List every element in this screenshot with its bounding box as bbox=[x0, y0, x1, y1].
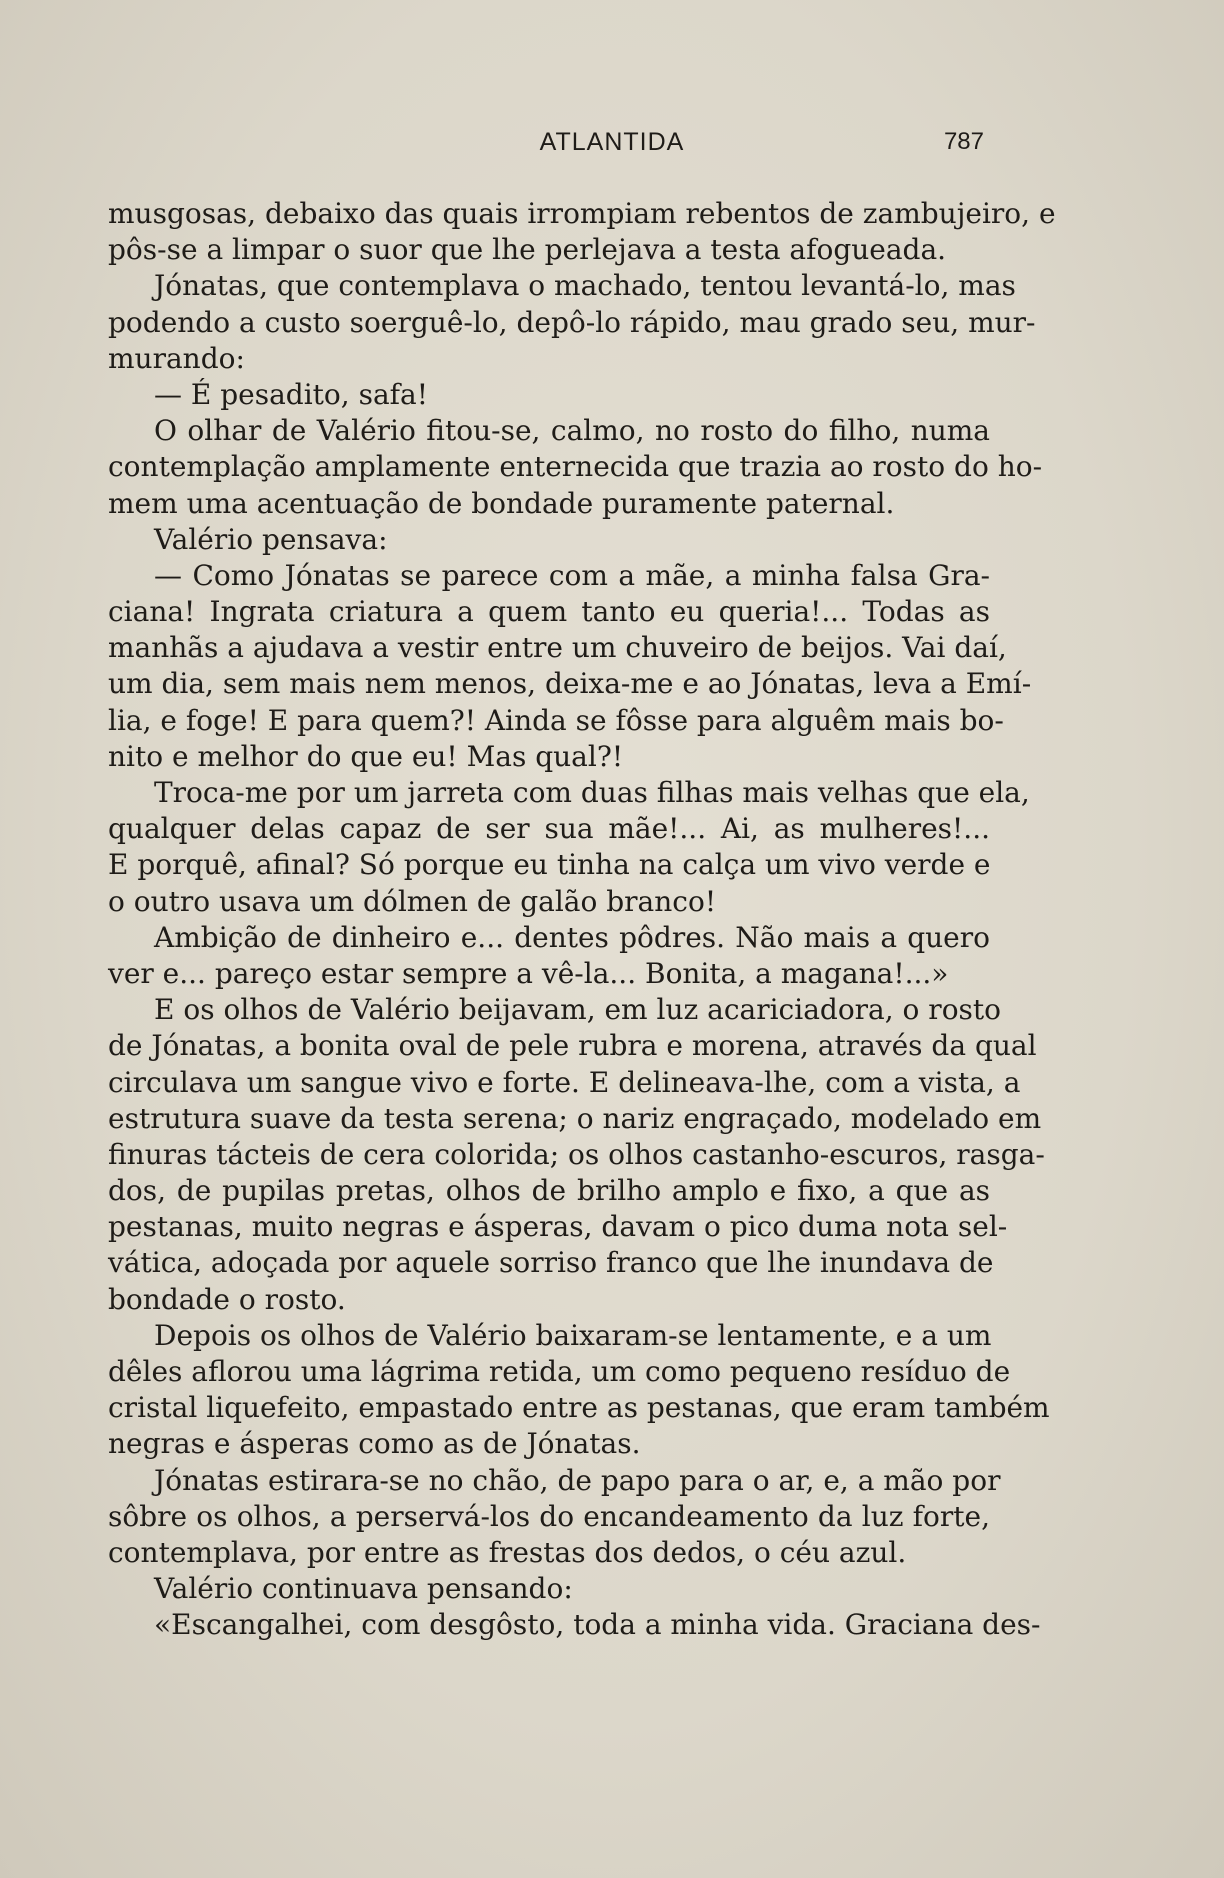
text-line: Jónatas estirara-se no chão, de papo para o ar, e, a mão por bbox=[154, 1463, 1001, 1497]
text-line: um dia, sem mais nem menos, deixa-me e ao Jónatas, leva a Emí- bbox=[108, 667, 1032, 701]
running-title: ATLANTIDA bbox=[539, 128, 685, 156]
text-line: qualquer delas capaz de ser sua mãe!... Ai, as mulheres!... bbox=[108, 812, 990, 846]
text-line: Valério continuava pensando: bbox=[154, 1572, 573, 1606]
text-line: E porquê, afinal? Só porque eu tinha na calça um vivo verde e bbox=[108, 848, 991, 882]
text-line: podendo a custo soerguê-lo, depô-lo rápido, mau grado seu, mur- bbox=[108, 305, 1036, 339]
text-line: sôbre os olhos, a perservá-los do encandeamento da luz forte, bbox=[108, 1499, 990, 1533]
text-line: vática, adoçada por aquele sorriso franco que lhe inundava de bbox=[108, 1246, 994, 1280]
text-line: dos, de pupilas pretas, olhos de brilho amplo e fixo, a que as bbox=[108, 1174, 990, 1208]
text-line: cristal liquefeito, empastado entre as pestanas, que eram também bbox=[108, 1391, 1050, 1425]
text-line: murando: bbox=[108, 341, 245, 375]
text-line: — É pesadito, safa! bbox=[154, 377, 428, 411]
text-line: «Escangalhei, com desgôsto, toda a minha vida. Graciana des- bbox=[154, 1608, 1041, 1642]
text-line: E os olhos de Valério beijavam, em luz acariciadora, o rosto bbox=[154, 993, 1002, 1027]
page-header bbox=[0, 128, 1224, 162]
text-line: Troca-me por um jarreta com duas filhas mais velhas que ela, bbox=[154, 776, 1030, 809]
text-line: dêles aflorou uma lágrima retida, um como pequeno resíduo de bbox=[108, 1355, 1011, 1388]
text-line: contemplava, por entre as frestas dos dedos, o céu azul. bbox=[108, 1535, 907, 1569]
text-line: musgosas, debaixo das quais irrompiam rebentos de zambujeiro, e bbox=[108, 197, 1056, 230]
text-line: manhãs a ajudava a vestir entre um chuveiro de beijos. Vai daí, bbox=[108, 631, 1007, 665]
text-line: ver e... pareço estar sempre a vê-la... Bonita, a magana!...» bbox=[108, 956, 949, 990]
text-line: mem uma acentuação de bondade puramente paternal. bbox=[108, 486, 895, 520]
text-line: Depois os olhos de Valério baixaram-se lentamente, e a um bbox=[154, 1318, 992, 1352]
text-line: bondade o rosto. bbox=[108, 1282, 346, 1316]
text-line: o outro usava um dólmen de galão branco! bbox=[108, 884, 717, 918]
text-line: finuras tácteis de cera colorida; os olhos castanho-escuros, rasga- bbox=[108, 1137, 1045, 1171]
body-text bbox=[108, 196, 1056, 1644]
text-line: Valério pensava: bbox=[154, 522, 388, 556]
text-line: estrutura suave da testa serena; o nariz engraçado, modelado em bbox=[108, 1101, 1042, 1135]
text-line: pestanas, muito negras e ásperas, davam o pico duma nota sel- bbox=[108, 1210, 1008, 1244]
text-line: negras e ásperas como as de Jónatas. bbox=[108, 1427, 641, 1461]
text-line: Ambição de dinheiro e... dentes pôdres. Não mais a quero bbox=[154, 920, 990, 954]
text-line: — Como Jónatas se parece com a mãe, a minha falsa Gra- bbox=[154, 558, 990, 592]
text-line: Jónatas, que contemplava o machado, tentou levantá-lo, mas bbox=[154, 269, 1016, 303]
text-line: lia, e foge! E para quem?! Ainda se fôsse para alguêm mais bo- bbox=[108, 703, 1004, 737]
text-line: nito e melhor do que eu! Mas qual?! bbox=[108, 739, 624, 773]
text-line: contemplação amplamente enternecida que trazia ao rosto do ho- bbox=[108, 450, 1043, 484]
text-line: de Jónatas, a bonita oval de pele rubra e morena, através da qual bbox=[108, 1029, 1037, 1063]
text-line: ciana! Ingrata criatura a quem tanto eu queria!... Todas as bbox=[108, 595, 990, 629]
text-line: O olhar de Valério fitou-se, calmo, no rosto do filho, numa bbox=[154, 414, 990, 448]
text-line: circulava um sangue vivo e forte. E delineava-lhe, com a vista, a bbox=[108, 1065, 1021, 1099]
text-line: pôs-se a limpar o suor que lhe perlejava a testa afogueada. bbox=[108, 233, 947, 267]
page-number: 787 bbox=[943, 128, 984, 155]
